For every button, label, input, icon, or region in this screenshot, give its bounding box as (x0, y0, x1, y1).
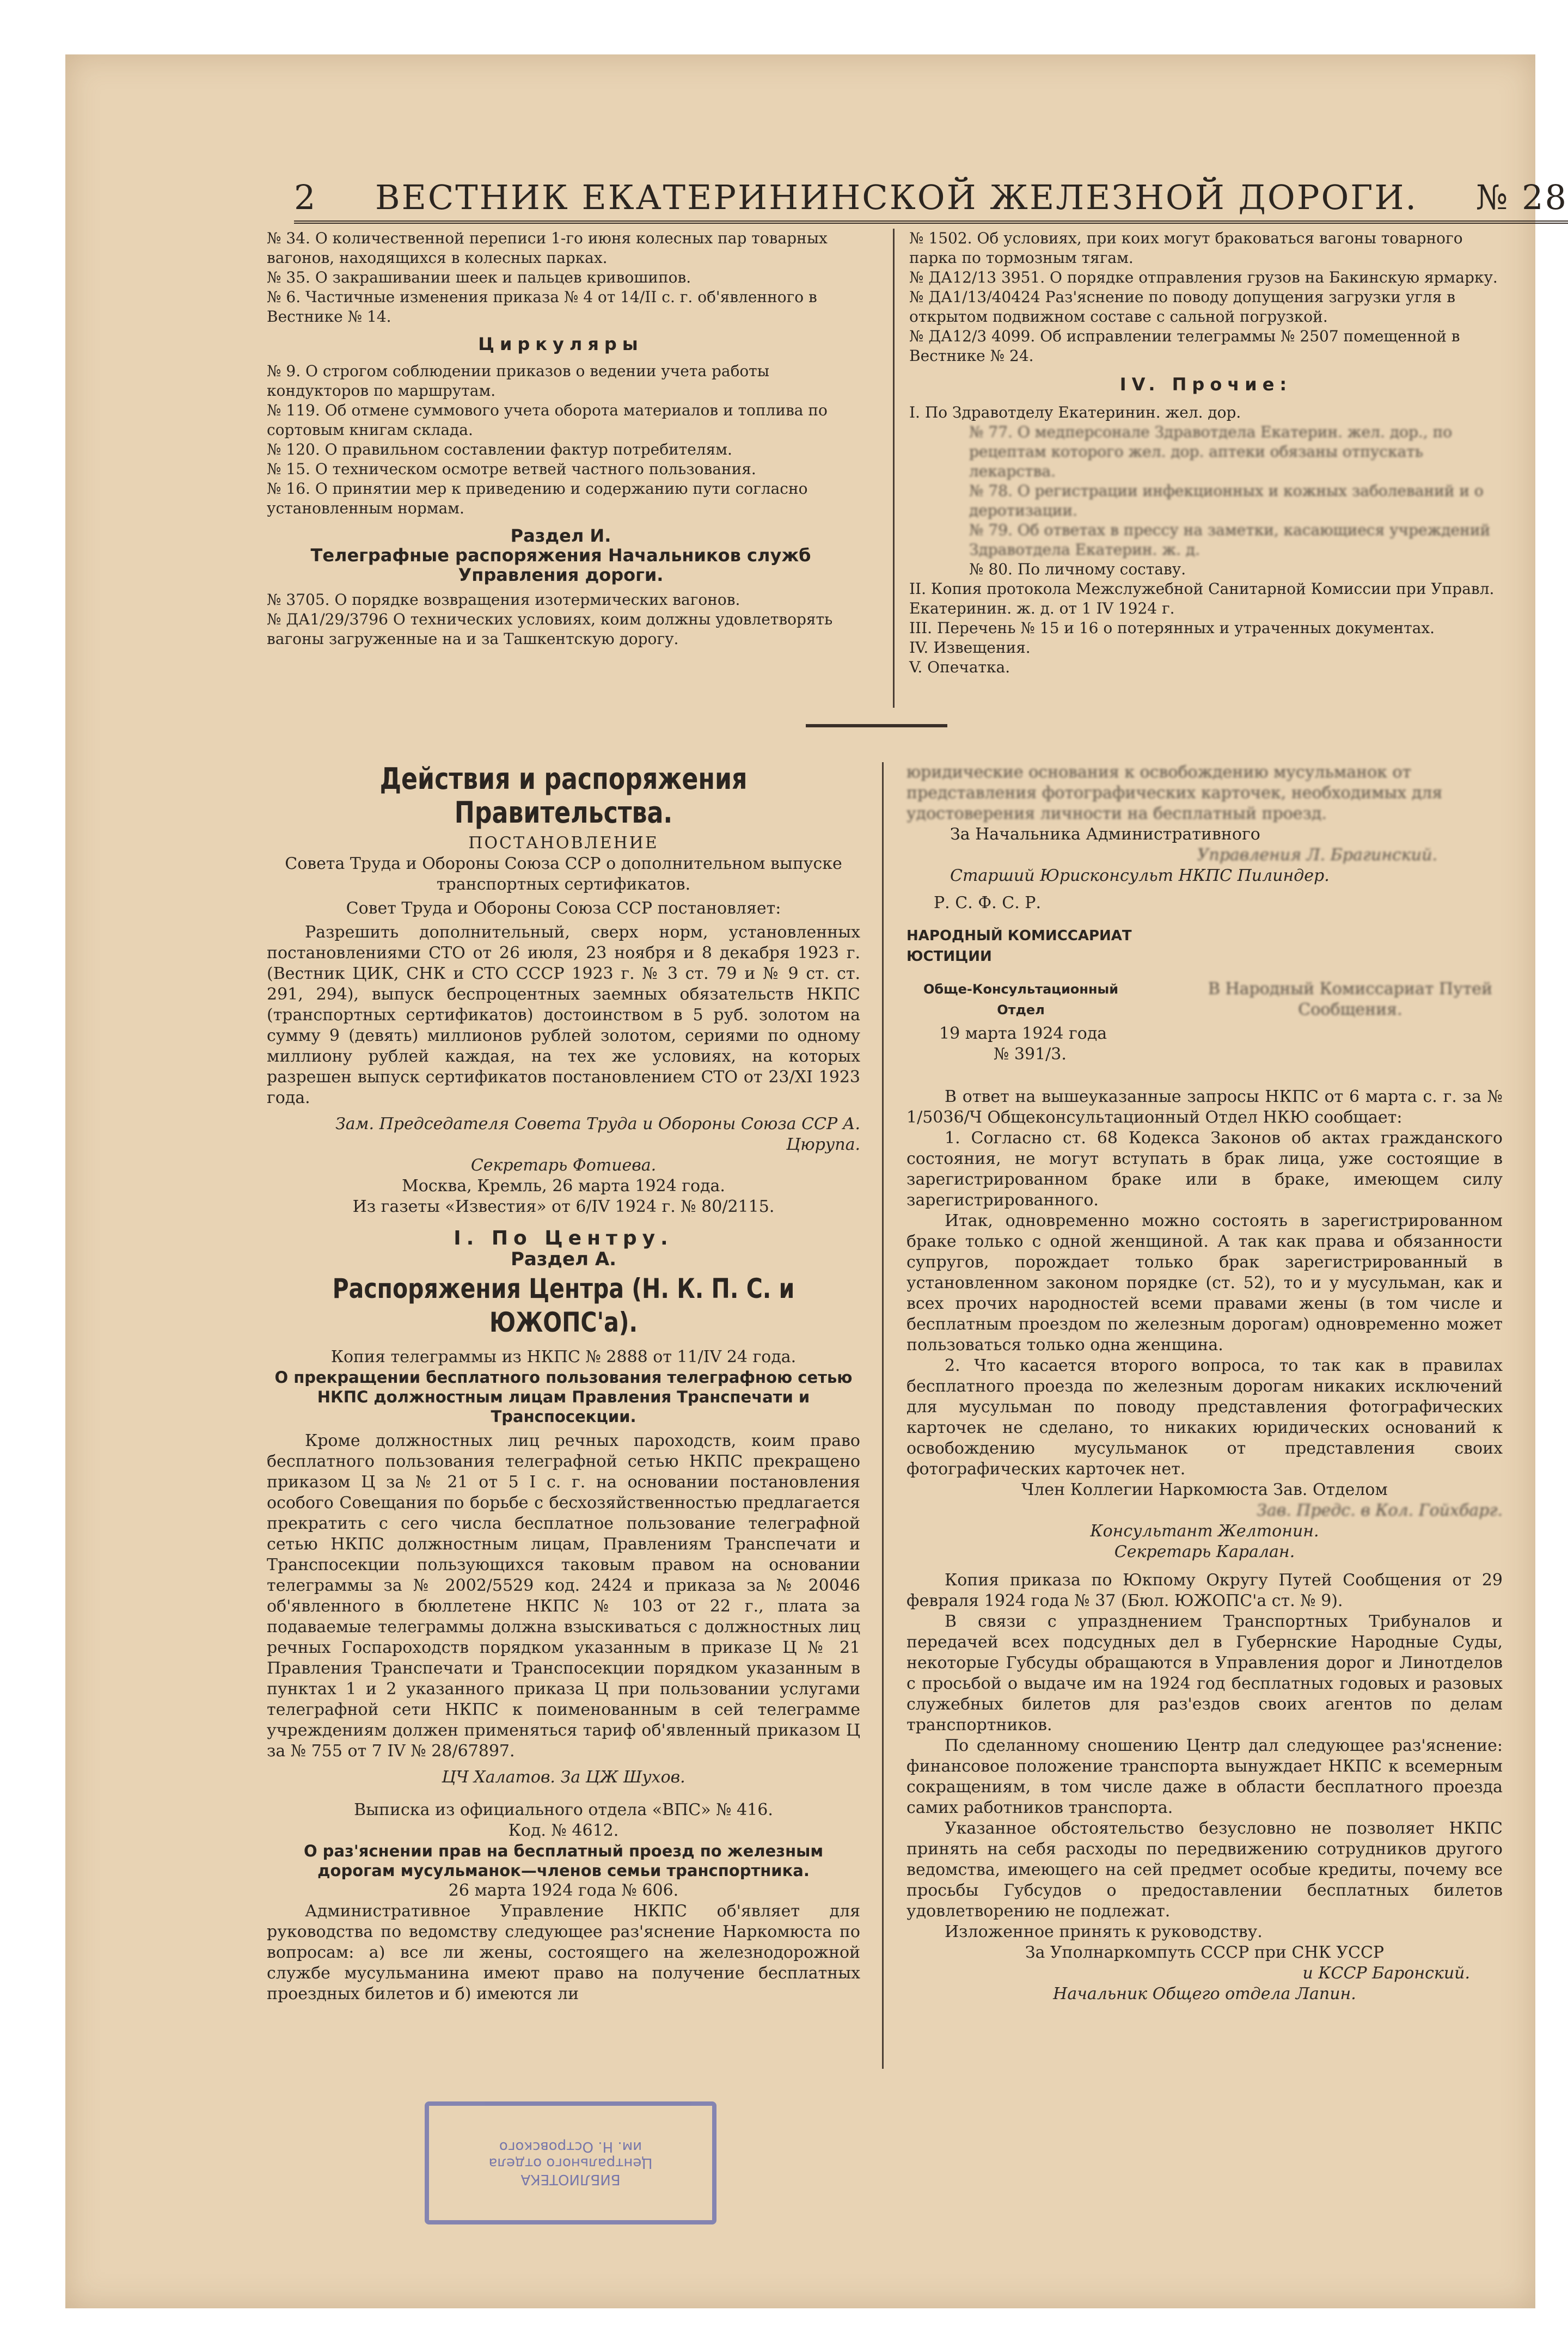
signature: Начальник Общего отдела Лапин. (1053, 1984, 1356, 2003)
muslim-text: Административное Управление НКПС об'являет для руководства по ведомству следующее раз'яснение Наркомюста по вопросам: а) все ли жены, состоящего на железнодорожной службе мусульманина имеют право на получение бесплатных проездных билетов и б) имеются ли (267, 1902, 860, 2003)
list-item: IV. Извещения. (909, 639, 1031, 657)
page-header (294, 169, 1568, 224)
telegram-text: Кроме должностных лиц речных пароходств, коим право бесплатного пользования телеграфной сетью НКПС прекращено приказом Ц за № 21 от 5 I с. г. на основании постановления особого Совещания по борьбе с бесхозяйственностью предлагается прекратить с сего числа бесплатное пользование телеграфной сетью НКПС должностным лицам, Правлениям Транспечати и Транспосекции пользующихся таковым правом на основании телеграммы за № 2002/5529 код. 2424 и приказа за № 20046 об'явленного в бюллетене НКПС № 103 от 22 г., плата за подаваемые телеграммы должна взыскиваться с должностных лиц речных Госпароходств порядком указанным в приказе Ц № 21 Правления Транспечати и Транспосекции порядком указанным в пунктах 1 и 2 указанного приказа Ц при пользовании услугами телеграфной сети НКПС к поименованным в сей телеграмме учреждениям должен применяться тариф об'явленный приказом Ц за № 755 от 7 IV № 28/67897. (267, 1431, 860, 1761)
issue-number: № 28 (1475, 177, 1568, 217)
paragraph: 2. Что касается второго вопроса, то так как в правилах бесплатного проезда по железным дорогам никаких исключений для мусульман по поводу представления фотографических карточек не сделано, то никаких юридических оснований к освобождению мусульманок от представления своих фотографических карточек нет. (906, 1356, 1503, 1479)
right-top-column (909, 229, 1503, 677)
commissariat-name: НАРОДНЫЙ КОМИССАРИАТ ЮСТИЦИИ (906, 928, 1132, 965)
list-item: № 79. Об ответах в прессу на заметки, касающиеся учреждений Здравотдела Екатерин. ж. д. (969, 521, 1491, 559)
list-item: № ДА1/29/3796 О технических условиях, коим должны удовлетворять вагоны загруженные на и за Ташкентскую дорогу. (267, 610, 833, 648)
paragraph: 1. Согласно ст. 68 Кодекса Законов об актах гражданского состояния, не могут вступать в брак лица, уже состоящие в зарегистрированном браке или в браке, имеющем силу зарегистрированного. (906, 1129, 1503, 1210)
extract-line: Выписка из официального отдела «ВПС» № 416. (354, 1800, 773, 1819)
list-item: № 119. Об отмене суммового учета оборота материалов и топлива по сортовым книгам склада. (267, 401, 828, 439)
list-item: № 6. Частичные изменения приказа № 4 от 14/II с. г. об'явленного в Вестнике № 14. (267, 288, 817, 326)
list-item: № 3705. О порядке возвращения изотермических вагонов. (267, 591, 740, 609)
column-divider (882, 762, 884, 2069)
department: Обще-Консультационный Отдел (923, 982, 1119, 1018)
signature: Секретарь Фотиева. (470, 1156, 657, 1175)
decree-intro: Совет Труда и Обороны Союза ССР постановляет: (346, 899, 781, 918)
muslim-title: О раз'яснении прав на бесплатный проезд по железным дорогам мусульманок—членов семьи транспортника. (303, 1842, 824, 1880)
list-item: № 16. О принятии мер к приведению и содержанию пути согласно установленным нормам. (267, 480, 808, 517)
signature: Секретарь Каралан. (1114, 1542, 1295, 1561)
letter-date: 19 марта 1924 года (939, 1024, 1107, 1043)
library-stamp (425, 2101, 716, 2224)
left-top-column (267, 229, 855, 649)
signature: За Начальника Административного (950, 825, 1260, 844)
list-item: № 9. О строгом соблюдении приказов о ведении учета работы кондукторов по маршрутам. (267, 362, 770, 400)
signature: Член Коллегии Наркомюста Зав. Отделом (1021, 1480, 1388, 1499)
circulars-heading: Циркуляры (478, 334, 644, 354)
list-item: № 34. О количественной переписи 1-го июня колесных пар товарных вагонов, находящихся в колесных парках. (267, 229, 828, 267)
paragraph: В ответ на вышеуказанные запросы НКПС от 6 марта с. г. за № 1/5036/Ч Общеконсультационный Отдел НКЮ сообщает: (906, 1087, 1503, 1127)
list-item: № 78. О регистрации инфекционных и кожных заболеваний и о деротизации. (969, 482, 1484, 519)
list-item: V. Опечатка. (909, 658, 1010, 676)
recipient: В Народный Комиссариат Путей Сообщения. (1208, 979, 1493, 1019)
list-item: II. Копия протокола Межслужебной Санитарной Комиссии при Управл. Екатеринин. ж. д. от 1 IV 1924 г. (909, 580, 1494, 617)
list-item: III. Перечень № 15 и 16 о потерянных и утраченных документах. (909, 619, 1435, 637)
signature: Зам. Председателя Совета Труда и Обороны Союза ССР А. Цюрупа. (335, 1114, 860, 1154)
telegram-copy: Копия телеграммы из НКПС № 2888 от 11/IV 24 года. (330, 1347, 797, 1366)
center-heading: I. По Центру. (454, 1227, 673, 1249)
signature: Консультант Желтонин. (1090, 1522, 1319, 1541)
page-number: 2 (294, 177, 317, 217)
decree-text: Разрешить дополнительный, сверх норм, установленных постановлениями СТО от 26 июля, 23 ноября и 8 декабря 1923 г. (Вестник ЦИК, СНК и СТО СССР 1923 г. № 3 ст. 79 и № 9 ст. ст. 291, 294), выпуск беспроцентных заемных обязательств НКПС (транспортных сертификатов) достоинством в 5 руб. золотом на сумму 9 (девять) миллионов рублей золотом, сериями по одному миллиону рублей каждая, на тех же условиях, на которых разрешен выпуск сертификатов постановлением СТО от 23/XI 1923 года. (267, 923, 860, 1107)
center-orders-heading: Распоряжения Центра (Н. К. П. С. и ЮЖОПС'а). (332, 1273, 795, 1338)
list-item: I. По Здравотделу Екатеринин. жел. дор. (909, 403, 1241, 421)
list-item: № ДА1/13/40424 Раз'яснение по поводу допущения загрузки угля в открытом подвижном составе с сальной погрузкой. (909, 288, 1456, 326)
signature: Старший Юрисконсульт НКПС Пилиндер. (950, 866, 1330, 885)
paragraph: Изложенное принять к руководству. (945, 1922, 1263, 1941)
signature: ЦЧ Халатов. За ЦЖ Шухов. (442, 1768, 685, 1787)
list-item: № 35. О закрашивании шеек и пальцев кривошипов. (267, 268, 691, 286)
list-item: № 15. О техническом осмотре ветвей частного пользования. (267, 460, 756, 478)
list-item: № 120. О правильном составлении фактур потребителям. (267, 440, 732, 458)
paragraph: Итак, одновременно можно состоять в зарегистрированном браке только с одной женщиной. А так как права и обязанности супругов, порождает только брак зарегистрированный в установленном законом порядке (ст. 52), то и у мусульман, как и всех прочих народностей всеми правами жены (в том числе и бесплатным проездом по железным дорогам) одновременно может пользоваться только одна женщина. (906, 1211, 1503, 1355)
ornament-divider (806, 724, 947, 727)
paragraph: Указанное обстоятельство безусловно не позволяет НКПС принять на себя расходы по передвижению сотрудников другого ведомства, имеющего на сей предмет особые кредиты, почему все просьбы Губсудов о предоставлении бесплатных билетов удовлетворению не подлежат. (906, 1819, 1503, 1921)
signature: Зав. Предс. в Кол. Гойхбарг. (1257, 1501, 1503, 1520)
government-heading: Действия и распоряжения Правительства. (379, 762, 748, 830)
order-copy: Копия приказа по Юкпому Округу Путей Сообщения от 29 февраля 1924 года № 37 (Бюл. ЮЖОПС'а ст. № 9). (906, 1571, 1503, 1610)
rsfsr: Р. С. Ф. С. Р. (934, 893, 1042, 912)
stamp-line: им. Н. Островского (499, 2138, 642, 2155)
newspaper-title: ВЕСТНИК ЕКАТЕРИНИНСКОЙ ЖЕЛЕЗНОЙ ДОРОГИ. (375, 177, 1418, 217)
stamp-line: Центрального отдела (488, 2155, 653, 2171)
stamp-line: БИБЛИОТЕКА (520, 2171, 621, 2187)
signature: Управления Л. Брагинский. (1197, 845, 1437, 865)
section-title: Телеграфные распоряжения Начальников служб Управления дороги. (310, 545, 811, 585)
decree-source: Из газеты «Известия» от 6/IV 1924 г. № 80/2115. (352, 1197, 775, 1216)
column-divider (893, 229, 895, 708)
list-item: № 1502. Об условиях, при коих могут браковаться вагоны товарного парка по тормозным тягам. (909, 229, 1463, 267)
paragraph: юридические основания к освобождению мусульманок от представления фотографических карточек, необходимых для удостоверения личности на бесплатный проезд. (906, 763, 1443, 823)
right-main-column (906, 762, 1503, 2005)
list-item: № 77. О медперсонале Здравотдела Екатерин. жел. дор., по рецептам которого жел. дор. аптеки обязаны отпускать лекарства. (969, 423, 1453, 480)
paragraph: По сделанному сношению Центр дал следующее раз'яснение: финансовое положение транспорта вынуждает НКПС к всемерным сокращениям, в том числе даже в области бесплатного проезда самих работников транспорта. (906, 1736, 1503, 1817)
list-item: № ДА12/13 3951. О порядке отправления грузов на Бакинскую ярмарку. (909, 268, 1498, 286)
signature: и КССР Баронский. (1302, 1964, 1470, 1983)
decree-title: ПОСТАНОВЛЕНИЕ (468, 834, 659, 853)
letter-number: № 391/3. (994, 1045, 1067, 1064)
list-item: № ДА12/3 4099. Об исправлении телеграммы № 2507 помещенной в Вестнике № 24. (909, 327, 1460, 365)
telegram-title: О прекращении бесплатного пользования телеграфною сетью НКПС должностным лицам Правления Транспечати и Транспосекции. (274, 1368, 853, 1426)
decree-subtitle: Совета Труда и Обороны Союза ССР о дополнительном выпуске транспортных сертификатов. (285, 854, 842, 894)
section-heading: Раздел А. (510, 1248, 617, 1270)
decree-place: Москва, Кремль, 26 марта 1924 года. (402, 1176, 725, 1196)
left-main-column (267, 762, 860, 2005)
signature: За Уполнаркомпуть СССР при СНК УССР (1025, 1943, 1385, 1962)
section-heading: IV. Прочие: (1119, 374, 1293, 395)
muslim-date: 26 марта 1924 года № 606. (448, 1881, 679, 1900)
section-heading: Раздел И. (510, 525, 611, 546)
code-line: Код. № 4612. (508, 1821, 619, 1840)
list-item: № 80. По личному составу. (969, 560, 1186, 578)
paragraph: В связи с упразднением Транспортных Трибуналов и передачей всех подсудных дел в Губернские Народные Суды, некоторые Губсуды обращаются в Управления дорог и Линотделов с просьбой о выдаче им на 1924 год бесплатных годовых и разовых служебных билетов для раз'ездов своих агентов по делам транспортников. (906, 1612, 1503, 1735)
